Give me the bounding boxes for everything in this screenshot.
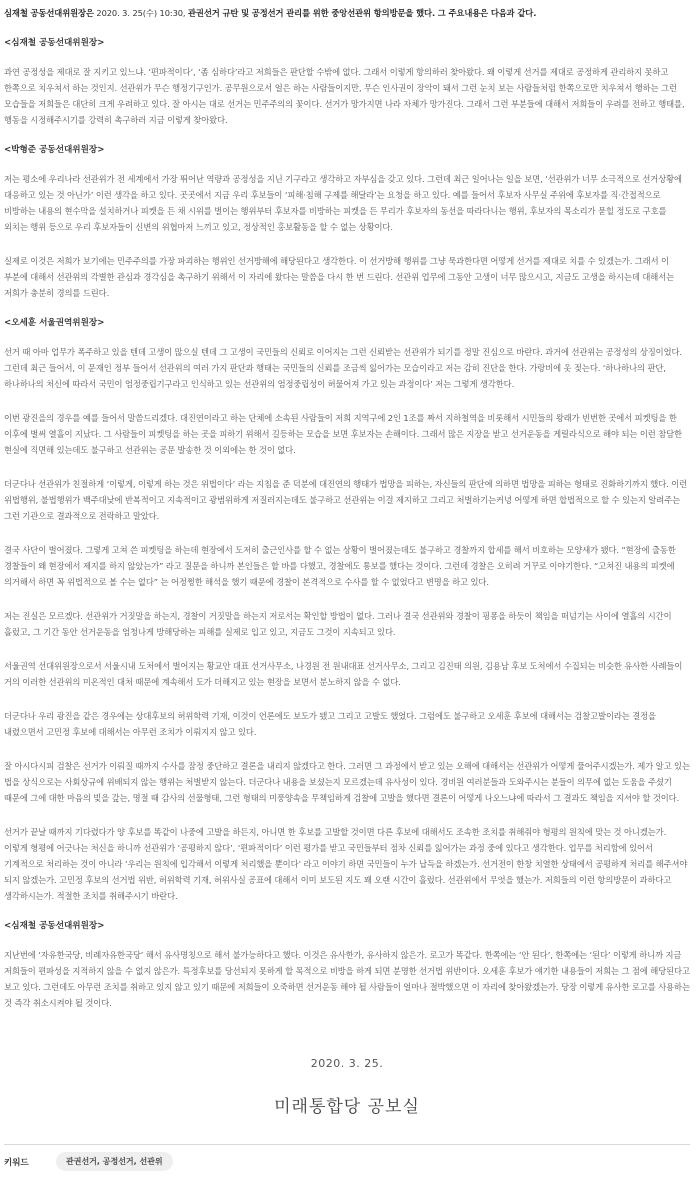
speaker-heading: <심재철 공동선대위원장> [4, 38, 105, 48]
issuer-name: 미래통합당 공보실 [274, 1097, 420, 1117]
statement-paragraph: 저는 진실은 모르겠다. 선관위가 거짓말을 하는지, 경찰이 거짓말을 하는지 저로서는 확인할 방법이 없다. 그러나 결국 선관위와 경찰이 핑퐁을 하듯이 책임을 떠넘기는 사이에 열흘의 시간이 흘렀고, 그 기간 동안 선거운동을 엄청나게 방해당하는 피해를 실제로 입고 있고, 지금도 그것이 지속되고 있다. [4, 611, 672, 637]
intro-paragraph [4, 5, 690, 21]
statement-paragraph: 결국 사단이 벌어졌다. 그렇게 고쳐 쓴 피켓팅을 하는데 현장에서 도저히 출근인사를 할 수 없는 상황이 벌어졌는데도 불구하고 경찰까지 합세를 해서 비호하는 모양새가 됐다. “현장에 출동한 경찰들이 왜 현장에서 제지를 하지 않았는가” 라고 질문을 하니까 본인들은 할 바를 다했고, 경찰에도 통보를 했다는 것이다. 그런데 경찰은 오히려 거꾸로 이야기한다. “고쳐진 내용의 피켓에 의거해서 하면 꼭 위법적으로 볼 수는 없다” 는 어정쩡한 해석을 했기 때문에 경찰이 본격적으로 수사를 할 수 없었다고 변명을 하고 있다. [4, 545, 676, 587]
release-date: 2020. 3. 25. [310, 1057, 384, 1070]
statement-paragraph: 선거 때 아마 업무가 폭주하고 있을 텐데 고생이 많으실 텐데 그 고생이 국민들의 신뢰로 이어지는 그런 신뢰받는 선관위가 되기를 정말 진심으로 바란다. 과거에 선관위는 공정성의 상징이었다. 그런데 최근 들어서, 이 문재인 정부 들어서 선관위의 여러 가지 판단과 행태는 국민들의 신뢰를 조금씩 잃어가는 모습이라고 저는 감히 진단을 한다. 가랑비에 옷 젖는다. ‘하나하나의 판단, 하나하나의 처신에 따라서 국민이 엄정중립기구라고 인식하고 있는 선관위의 엄정중립성이 허물어져 가고 있는 과정이다’ 저는 그렇게 생각한다. [4, 347, 682, 389]
statement-paragraph: 더군다나 선관위가 친절하게 ‘이렇게, 이렇게 하는 것은 위법이다’ 라는 지침을 준 덕분에 대진연의 행태가 법망을 피하는, 자신들의 판단에 의하면 법망을 피하는 형태로 진화하기까지 했다. 이런 위법행위, 불법행위가 백주대낮에 반복적이고 지속적이고 광범위하게 저질러지는데도 불구하고 선관위는 이걸 제지하고 그리고 처벌하기는커녕 어떻게 하면 합법적으로 할 수 있는지 알려주는 그런 기관으로 결과적으로 전락하고 말았다. [4, 479, 688, 521]
intro-datetime: 2020. 3. 25(수) 10:30, [93, 8, 189, 18]
keyword-label: 키워드 [4, 1157, 29, 1168]
statement-paragraph: 선거가 끝날 때까지 기다렸다가 양 후보를 똑같이 나중에 고발을 하든지, 아니면 한 후보를 고발할 것이면 다른 후보에 대해서도 조속한 조치를 취해줘야 형평의 원칙에 맞는 것 아니겠는가. 이렇게 형평에 어긋나는 처신을 하니까 선관위가 ‘공평하지 않다’, ‘편파적이다’ 이런 평가를 받고 국민들부터 점차 신뢰를 잃어가는 과정 중에 있다고 생각한다. 업무를 처리함에 있어서 기계적으로 처리하는 것이 아니라 ‘우리는 원칙에 입각해서 이렇게 처리했을 뿐이다’ 라고 이야기 하면 국민들이 누가 납득을 하겠는가. 선거전이 한창 치열한 상태에서 공평하게 처리를 해주셔야 되지 않겠는가. 고민정 후보의 선거법 위반, 허위학력 기재, 허위사실 공표에 대해서 이미 보도된 지도 꽤 오랜 시간이 흘렀다. 선관위에서 무엇을 했는가. 저희들의 이런 항의방문이 과하다고 생각하시는가. 적절한 조치를 취해주시기 바란다. [4, 827, 688, 901]
statement-paragraph: 지난번에 ‘자유한국당, 비례자유한국당’ 해서 유사명칭으로 해서 불가능하다고 했다. 이것은 유사한가, 유사하지 않은가. 로고가 똑같다. 한쪽에는 ‘안 된다’, 한쪽에는 ‘된다’ 이렇게 하니까 지금 저희들이 편파성을 지적하지 않을 수 없지 않은가. 특정후보를 당선되지 못하게 할 목적으로 비방을 하게 되면 분명한 선거법 위반이다. 오세훈 후보가 얘기한 내용들이 저희는 그 점에 해당된다고 보고 있다. 그런데도 아무런 조치를 취하고 있지 않고 있기 때문에 저희들이 오죽하면 선거운동 해야 될 사람들이 얼마나 절박했으면 이 자리에 찾아왔겠는가. 당장 이렇게 유사한 로고를 사용하는 것 즉각 취소시켜야 될 것이다. [4, 950, 690, 1008]
speaker-heading: <박형준 공동선대위원장> [4, 145, 105, 155]
keyword-bar [4, 1144, 690, 1178]
intro-speaker: 심재철 공동선대위원장은 [4, 8, 94, 18]
intro-summary: 관권선거 규탄 및 공정선거 관리를 위한 중앙선관위 항의방문을 했다. 그 주요내용은 다음과 같다. [188, 8, 537, 18]
press-release [4, 0, 690, 1117]
speaker-heading: <심재철 공동선대위원장> [4, 921, 105, 931]
keyword-chip[interactable]: 관권선거, 공정선거, 선관위 [56, 1152, 173, 1171]
statement-paragraph: 잘 아시다시피 검찰은 선거가 이뤄질 때까지 수사를 잠정 중단하고 결론을 내리지 않겠다고 한다. 그러면 그 과정에서 받고 있는 오해에 대해서는 선관위가 어떻게 풀어주시겠는가. 제가 알고 있는 법을 상식으로는 사회상규에 위배되지 않는 행위는 처벌받지 않는다. 더군다나 내용을 보셨는지 모르겠는데 유사성이 있다. 경비원 여러분들과 도와주시는 분들이 의무에 없는 도움을 주셨기 때문에 그에 대한 마음의 빚을 갚는, 명절 때 감사의 선물형태, 그런 형태의 미풍양속을 무책임하게 검찰에 고발을 했다면 결론이 어떻게 나오느냐에 따라서 그 결과도 책임을 지셔야 할 것이다. [4, 761, 690, 803]
statement-paragraph: 이번 광진을의 경우를 예를 들어서 말씀드리겠다. 대진연이라고 하는 단체에 소속된 사람들이 저희 지역구에 2인 1조를 짜서 지하철역을 비롯해서 시민들의 왕래가 빈번한 곳에서 피켓팅을 한 이후에 벌써 열흘이 지났다. 그 사람들이 피켓팅을 하는 곳을 피하기 위해서 길등하는 모습을 보면 후보자는 손해이다. 그래서 많은 지장을 받고 선거운동을 게릴라식으로 해야 되는 이런 참담한 현실에 직면해 있는데도 불구하고 선관위는 공문 발송한 것 이외에는 한 것이 없다. [4, 413, 682, 455]
speaker-heading: <오세훈 서울권역위원장> [4, 318, 105, 328]
statement-paragraph: 과연 공정성을 제대로 잘 지키고 있느냐. ‘편파적이다’, ‘좀 심하다’라고 저희들은 판단할 수밖에 없다. 그래서 이렇게 항의하러 찾아왔다. 왜 이렇게 선거를 제대로 공정하게 관리하지 못하고 한쪽으로 치우쳐서 하는 것인지. 선관위가 무슨 행정기구인가. 공무원으로서 얼은 하는 사람들이지만, 무슨 인사권이 장악이 돼서 그런 눈치 보는 사람들처럼 한쪽으로만 치우쳐서 행하는 그런 모습들을 저희들은 대단히 크게 우려하고 있다. 잘 아시는 대로 선거는 민주주의의 꽃이다. 선거가 망가지면 나라 자체가 망가진다. 그래서 그런 부분들에 대해서 저희들이 우려를 전하고 행태를, 행동을 시정해주시기를 강력히 촉구하러 지금 이렇게 찾아왔다. [4, 67, 685, 125]
statement-paragraph: 저는 평소에 우리나라 선관위가 전 세계에서 가장 뛰어난 역량과 공정성을 지닌 기구라고 생각하고 자부심을 갖고 있다. 그런데 최근 일어나는 일을 보면, ‘선관위가 너무 소극적으로 선거상황에 대응하고 있는 것 아닌가’ 이런 생각을 하고 있다. 곳곳에서 지금 우리 후보들이 ‘피해·침해 구제를 해달라’는 요청을 하고 있다. 예를 들어서 후보자 사무실 주위에 후보자를 직·간접적으로 비방하는 내용의 현수막을 설치하거나 피켓을 든 채 시위를 벌이는 행위부터 후보자를 비방하는 피켓을 든 무리가 후보자의 동선을 따라다니는 행위, 후보자의 목소리가 묻힐 정도로 구호를 외치는 행위 등으로 우리 후보자들이 신변의 위협마저 느끼고 있고, 정상적인 홍보활동을 할 수 없는 상황이다. [4, 174, 682, 232]
statement-paragraph: 실제로 이것은 저희가 보기에는 민주주의를 가장 파괴하는 행위인 선거방해에 해당된다고 생각한다. 이 선거방해 행위를 그냥 묵과한다면 어떻게 선거를 제대로 치를 수 있겠는가. 그래서 이 부분에 대해서 선관위의 각별한 관심과 경각심을 촉구하기 위해서 이 자리에 왔다는 말씀을 다시 한 번 드린다. 선관위 업무에 그동안 고생이 너무 많으시고, 지금도 고생을 하시는데 대해서는 저희가 충분히 경의를 드린다. [4, 256, 675, 298]
statement-paragraph: 더군다나 우리 광진을 같은 경우에는 상대후보의 허위학력 기재, 이것이 언론에도 보도가 됐고 그리고 고발도 했었다. 그럼에도 불구하고 오세훈 후보에 대해서는 검찰고발이라는 결정을 내렸으면서 고민정 후보에 대해서는 아무런 조치가 이뤄지지 않고 있다. [4, 711, 656, 737]
statement-paragraph: 서울권역 선대위원장으로서 서울시내 도처에서 벌어지는 황교안 대표 선거사무소, 나경원 전 원내대표 선거사무소, 그리고 김진태 의원, 김용남 후보 도처에서 수집되는 비슷한 유사한 사례들이 거의 이러한 선관위의 미온적인 대처 때문에 계속해서 도가 더해지고 있는 현장을 보면서 분노하지 않을 수 없다. [4, 661, 683, 687]
